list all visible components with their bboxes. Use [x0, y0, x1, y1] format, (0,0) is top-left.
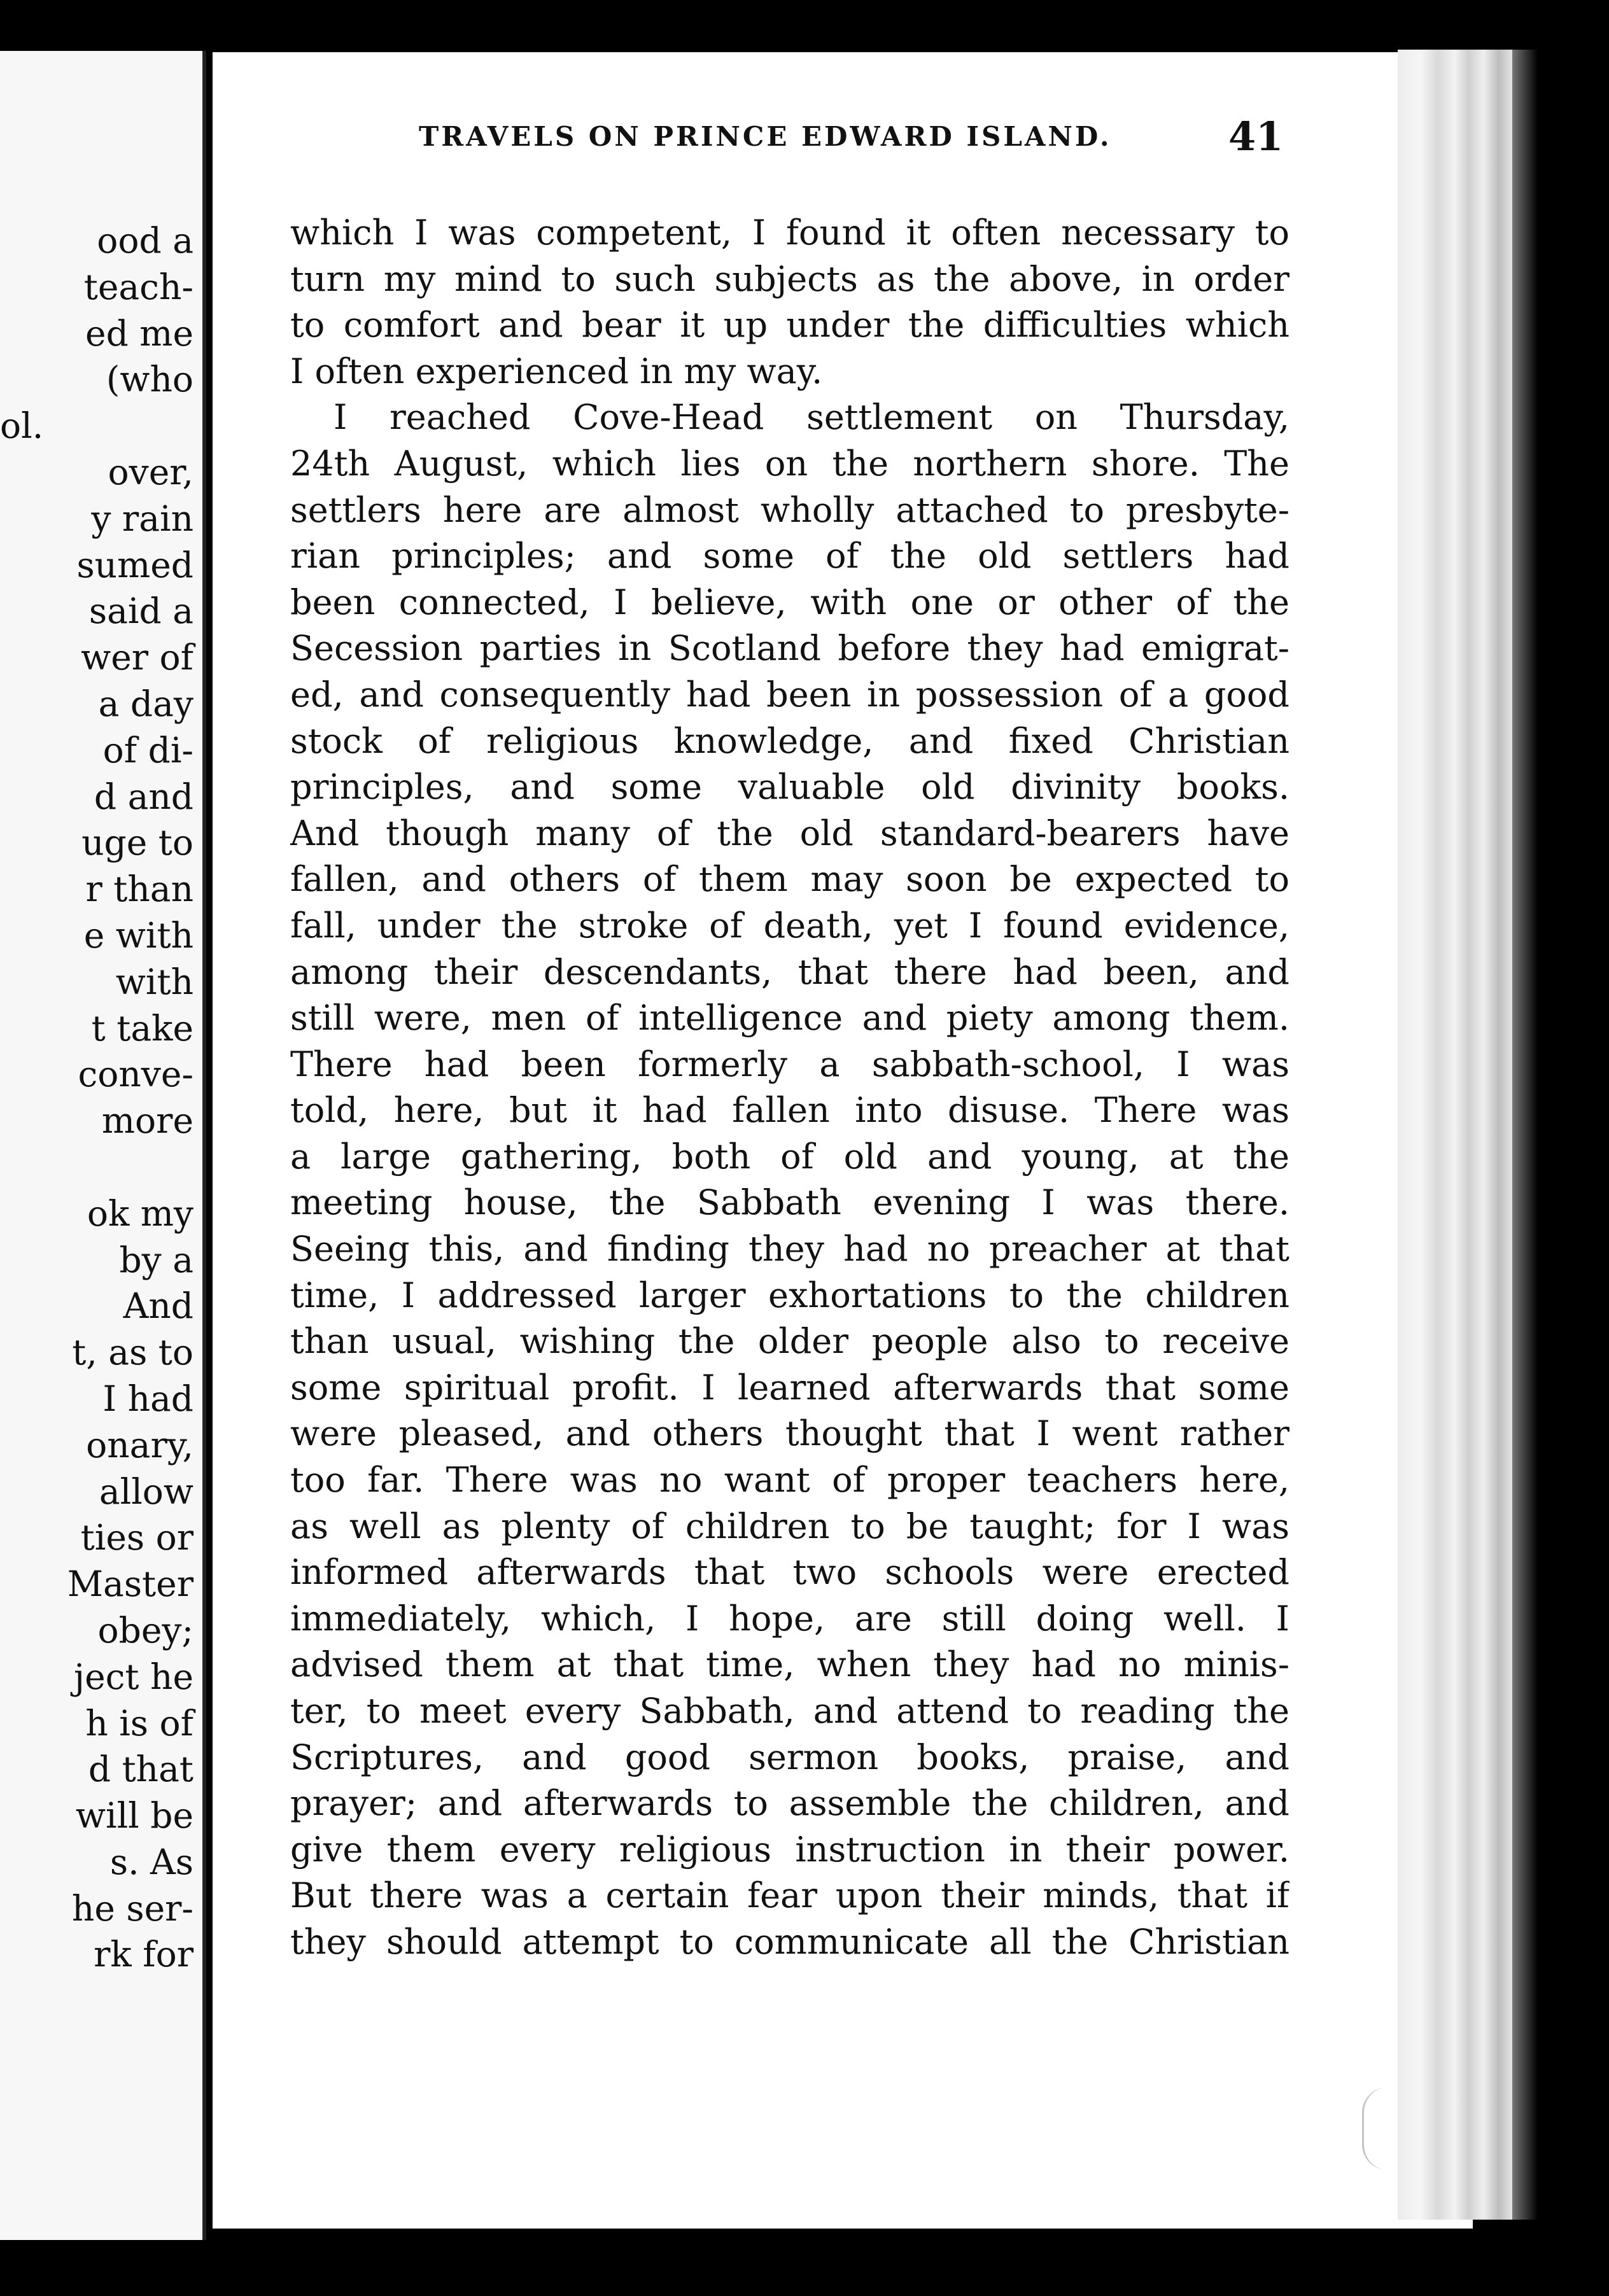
left-line: onary,	[86, 1424, 193, 1466]
previous-page-strip	[0, 51, 206, 2240]
text-line: advised them at that time, when they had no minis-	[290, 1644, 1289, 1685]
text-line: still were, men of intelligence and piety among them.	[290, 998, 1289, 1039]
text-line: which I was competent, I found it often necessary to	[290, 213, 1289, 253]
page-edge-leaves	[1398, 50, 1512, 2220]
left-line: more	[101, 1100, 193, 1142]
page-body-text	[290, 210, 1289, 1966]
left-line: ject he	[74, 1656, 193, 1697]
left-line: teach-	[83, 266, 193, 307]
text-line: ed, and consequently had been in possession of a good	[290, 674, 1289, 715]
text-line: were pleased, and others thought that I went rather	[290, 1413, 1289, 1454]
left-line-blank	[0, 1144, 193, 1191]
left-line: with	[115, 961, 193, 1002]
left-line: s. As	[109, 1841, 193, 1882]
left-line: t take	[91, 1007, 193, 1049]
previous-page-text	[0, 218, 193, 1978]
text-line: prayer; and afterwards to assemble the children, and	[290, 1783, 1289, 1824]
text-line: rian principles; and some of the old settlers had	[290, 536, 1289, 577]
left-line: I had	[102, 1378, 193, 1419]
text-line: too far. There was no want of proper teachers here,	[290, 1460, 1289, 1501]
left-line: sumed	[76, 544, 193, 585]
left-line: ties or	[80, 1517, 193, 1558]
left-line: And	[123, 1285, 193, 1327]
left-line: Master	[67, 1564, 193, 1605]
page-corner-mark	[1362, 2087, 1421, 2170]
left-line: d that	[88, 1749, 193, 1790]
running-head: TRAVELS ON PRINCE EDWARD ISLAND.	[419, 121, 1112, 152]
page-edge-shadow	[1512, 50, 1538, 2220]
text-line: But there was a certain fear upon their minds, that if	[290, 1875, 1289, 1916]
left-line: ok my	[87, 1193, 193, 1234]
text-line: I often experienced in my way.	[290, 351, 823, 391]
left-line: t, as to	[72, 1332, 193, 1373]
text-line: as well as plenty of children to be taught; for I was	[290, 1506, 1289, 1546]
left-line: of di-	[102, 729, 193, 771]
left-line: r than	[85, 869, 193, 910]
text-line: a large gathering, both of old and young, at the	[290, 1136, 1289, 1177]
left-line: ed me	[85, 312, 193, 354]
text-line: stock of religious knowledge, and fixed Christian	[290, 720, 1289, 761]
text-line: than usual, wishing the older people also to receive	[290, 1321, 1289, 1362]
text-line: And though many of the old standard-bearers have	[290, 813, 1289, 853]
text-line: Scriptures, and good sermon books, praise, and	[290, 1737, 1289, 1777]
left-line: h is of	[85, 1702, 193, 1744]
text-line: 24th August, which lies on the northern shore. The	[290, 443, 1289, 484]
left-line: allow	[99, 1471, 193, 1512]
text-line: settlers here are almost wholly attached to presbyte-	[290, 489, 1289, 530]
left-line: ol.	[0, 405, 44, 447]
left-line: rk for	[94, 1934, 193, 1975]
text-line: some spiritual profit. I learned afterwards that some	[290, 1367, 1289, 1408]
left-line: over,	[108, 451, 193, 493]
text-line: turn my mind to such subjects as the above, in order	[290, 258, 1289, 299]
text-line: they should attempt to communicate all the Christian	[290, 1921, 1289, 1962]
text-line: fallen, and others of them may soon be expected to	[290, 859, 1289, 900]
left-line: d and	[94, 776, 193, 817]
text-line: immediately, which, I hope, are still doing well. I	[290, 1598, 1289, 1639]
left-line: (who	[106, 359, 193, 400]
left-line: uge to	[81, 822, 193, 864]
text-line: time, I addressed larger exhortations to the children	[290, 1275, 1289, 1315]
left-line: wer of	[81, 637, 193, 678]
text-line: Secession parties in Scotland before they had emigrat-	[290, 628, 1289, 669]
left-line: conve-	[78, 1054, 193, 1095]
left-line: will be	[75, 1795, 193, 1837]
left-line: a day	[98, 683, 193, 724]
text-line: principles, and some valuable old divinity books.	[290, 767, 1289, 808]
text-line: ter, to meet every Sabbath, and attend to reading the	[290, 1691, 1289, 1731]
text-line: fall, under the stroke of death, yet I found evidence,	[290, 905, 1289, 946]
text-line: to comfort and bear it up under the difficulties which	[290, 305, 1289, 346]
left-line: by a	[119, 1239, 193, 1280]
text-line: been connected, I believe, with one or other of the	[290, 582, 1289, 622]
text-line: told, here, but it had fallen into disuse. There was	[290, 1090, 1289, 1131]
left-line: obey;	[97, 1609, 193, 1651]
text-line: Seeing this, and finding they had no preacher at that	[290, 1229, 1289, 1270]
text-line: among their descendants, that there had been, and	[290, 951, 1289, 992]
left-line: he ser-	[71, 1887, 193, 1929]
left-line: said a	[88, 591, 193, 632]
text-line: meeting house, the Sabbath evening I was there.	[290, 1182, 1289, 1223]
left-line: ood a	[97, 220, 193, 261]
left-line: y rain	[91, 498, 193, 539]
text-line: I reached Cove-Head settlement on Thursday,	[334, 397, 1289, 438]
text-line: give them every religious instruction in their power.	[290, 1829, 1289, 1870]
page-number: 41	[1228, 113, 1284, 160]
left-line: e with	[83, 914, 193, 956]
text-line: There had been formerly a sabbath-school, I was	[290, 1044, 1289, 1084]
text-line: informed afterwards that two schools were erected	[290, 1552, 1289, 1593]
